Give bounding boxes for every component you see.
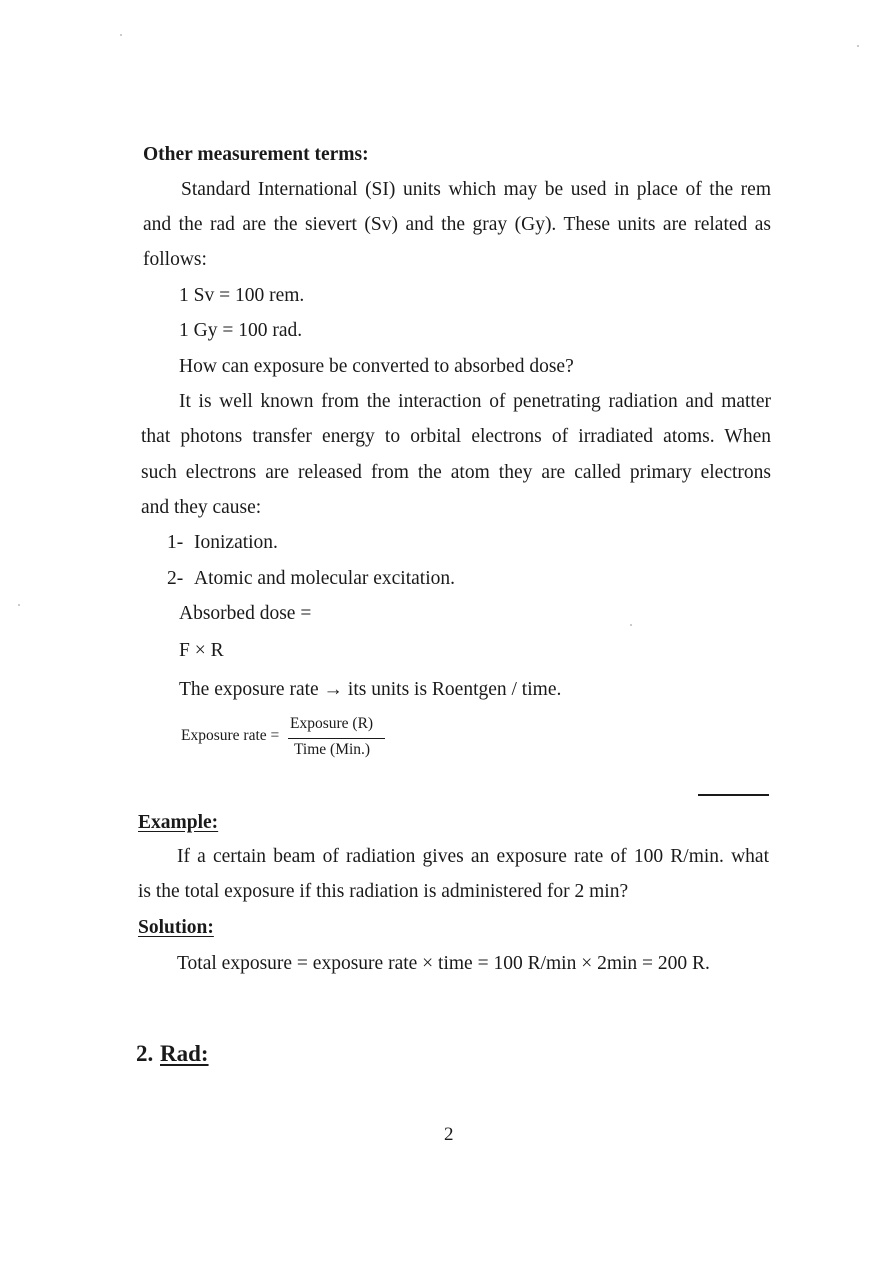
paragraph2-line3: such electrons are released from the atom they are called primary electrons [141,462,771,483]
paragraph2-line4: and they cause: [141,497,262,518]
scan-speck [18,604,20,606]
scan-speck [120,34,122,36]
divider-rule [698,794,769,796]
exposure-rate-statement: The exposure rate → its units is Roentgen / time. [179,679,562,700]
fraction-bar [288,738,385,739]
absorbed-dose-formula: F × R [179,640,224,661]
list-item-marker: 2- [167,568,184,589]
list-item-text: Atomic and molecular excitation. [194,568,455,589]
solution-heading: Solution: [138,917,214,938]
page-number: 2 [444,1124,454,1145]
example-line1: If a certain beam of radiation gives an exposure rate of 100 R/min. what [177,846,769,867]
list-item-marker: 1- [167,532,184,553]
section2-title: Rad: [160,1041,209,1066]
paragraph1-line1: Standard International (SI) units which may be used in place of the rem [181,179,771,200]
example-heading: Example: [138,812,219,833]
section2-number: 2. [136,1041,154,1066]
list-item-text: Ionization. [194,532,278,553]
formula-lhs: Exposure rate = [181,727,280,744]
scan-speck [630,624,632,626]
scan-speck [857,45,859,47]
equation-sv: 1 Sv = 100 rem. [179,285,305,306]
equation-gy: 1 Gy = 100 rad. [179,320,303,341]
paragraph1-line3: follows: [143,249,207,270]
paragraph2-line1: It is well known from the interaction of penetrating radiation and matter [179,391,771,412]
paragraph2-line2: that photons transfer energy to orbital electrons of irradiated atoms. When [141,426,771,447]
formula-denominator: Time (Min.) [294,741,371,758]
absorbed-dose-label: Absorbed dose = [179,603,312,624]
paragraph1-line2: and the rad are the sievert (Sv) and the gray (Gy). These units are related as [143,214,771,235]
section-heading: Other measurement terms: [143,144,369,165]
formula-numerator: Exposure (R) [290,715,374,732]
example-line2: is the total exposure if this radiation is administered for 2 min? [138,881,629,902]
solution-text: Total exposure = exposure rate × time = 100 R/min × 2min = 200 R. [177,953,710,974]
question-text: How can exposure be converted to absorbed dose? [179,356,574,377]
